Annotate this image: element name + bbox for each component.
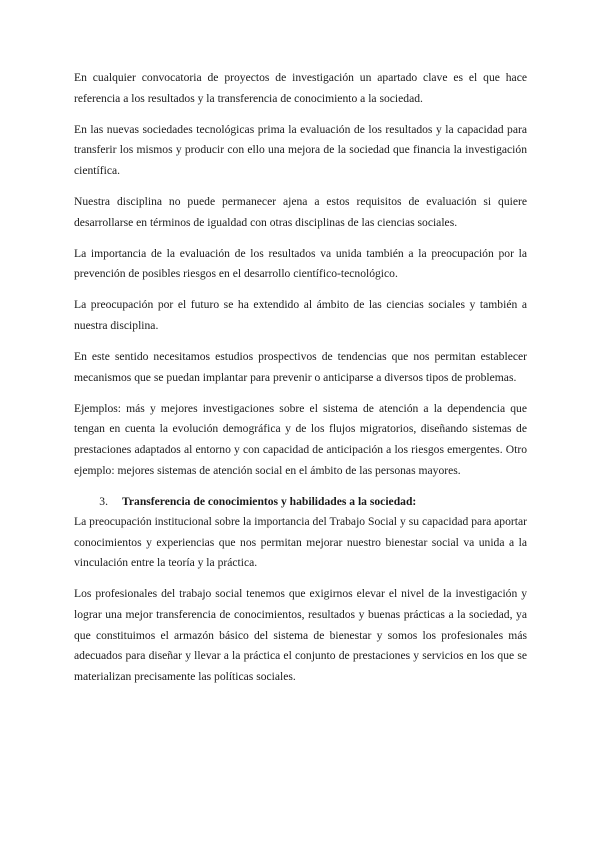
paragraph-estudios-prospectivos: En este sentido necesitamos estudios prospectivos de tendencias que nos permitan establecer mecanismos que se puedan implantar para prevenir o anticiparse a diversos tipos de problemas.	[74, 350, 527, 384]
section-number: 3.	[99, 494, 108, 508]
paragraph-convocatoria: En cualquier convocatoria de proyectos de investigación un apartado clave es el que hace referencia a los resultados y la transferencia de conocimiento a la sociedad.	[74, 71, 527, 105]
section-title: Transferencia de conocimientos y habilidades a la sociedad:	[122, 494, 417, 508]
paragraph-profesionales: Los profesionales del trabajo social tenemos que exigirnos elevar el nivel de la investigación y lograr una mejor transferencia de conocimientos, resultados y buenas prácticas a la sociedad, ya que constituimos el armazón básico del sistema de bienestar y somos los profesionales más adecuados para diseñar y llevar a la práctica el conjunto de prestaciones y servicios en los que se materializan precisamente las políticas sociales.	[74, 587, 527, 683]
paragraph-preocupacion-institucional: La preocupación institucional sobre la importancia del Trabajo Social y su capacidad para aportar conocimientos y experiencias que nos permitan mejorar nuestro bienestar social va unida a la vinculación entre la teoría y la práctica.	[74, 515, 527, 570]
section-heading	[74, 492, 527, 513]
paragraph-sociedades-tecnologicas: En las nuevas sociedades tecnológicas prima la evaluación de los resultados y la capacidad para transferir los mismos y producir con ello una mejora de la sociedad que financia la investigación científica.	[74, 122, 527, 177]
document-body	[74, 68, 527, 698]
paragraph-importancia-evaluacion: La importancia de la evaluación de los resultados va unida también a la preocupación por la prevención de posibles riesgos en el desarrollo científico-tecnológico.	[74, 246, 527, 281]
paragraph-disciplina: Nuestra disciplina no puede permanecer ajena a estos requisitos de evaluación si quiere desarrollarse en términos de igualdad con otras disciplinas de las ciencias sociales.	[74, 194, 527, 229]
paragraph-ejemplos: Ejemplos: más y mejores investigaciones sobre el sistema de atención a la dependencia que tengan en cuenta la evolución demográfica y de los flujos migratorios, diseñando sistemas de prestaciones adaptados al entorno y con capacidad de anticipación a los riesgos emergentes. Otro ejemplo: mejores sistemas de atención social en el ámbito de las personas mayores.	[74, 401, 527, 477]
paragraph-preocupacion-futuro: La preocupación por el futuro se ha extendido al ámbito de las ciencias sociales y también a nuestra disciplina.	[74, 298, 527, 332]
